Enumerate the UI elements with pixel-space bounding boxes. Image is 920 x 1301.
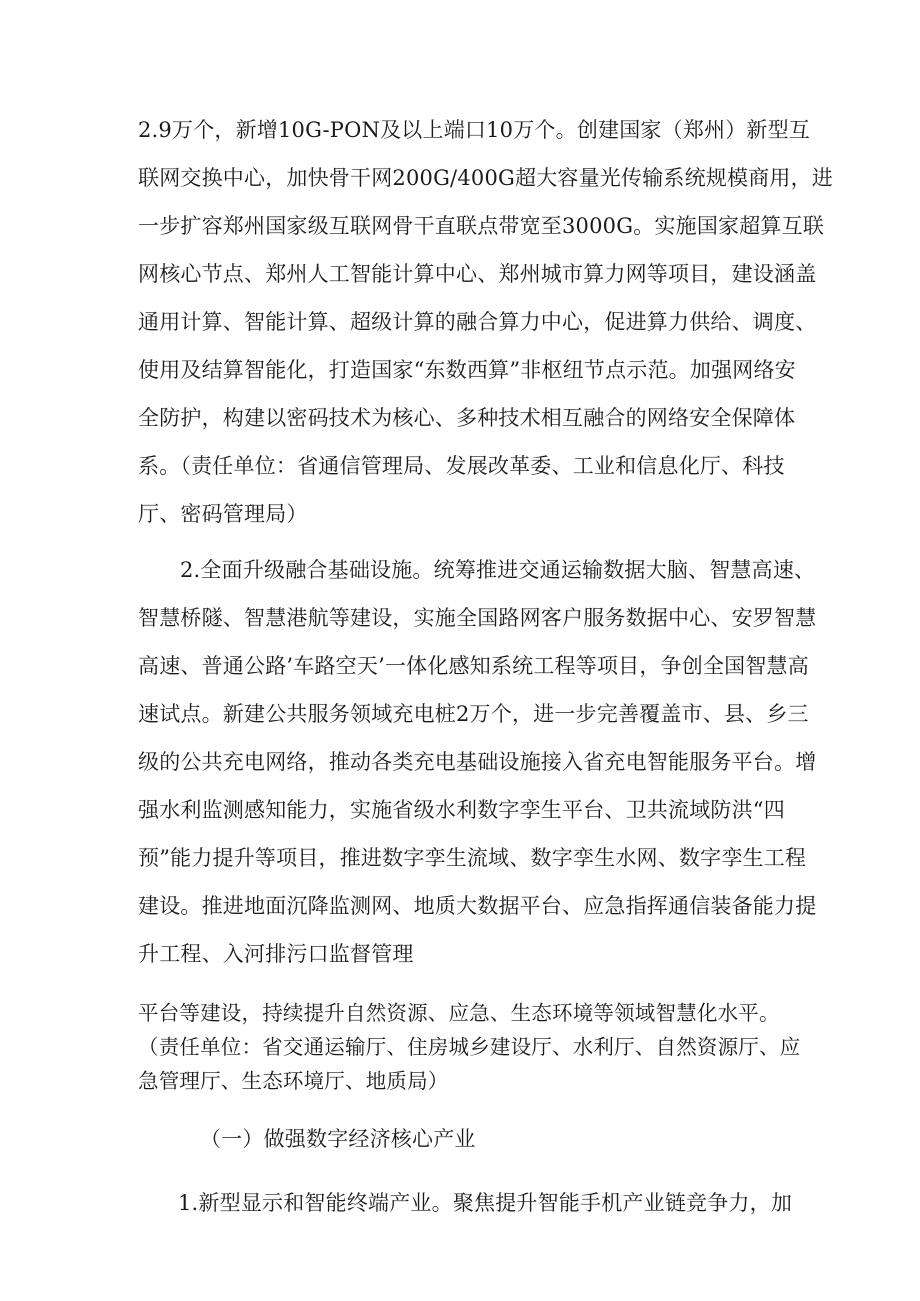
body-text-line: 高速、普通公路’车路空天’一体化感知系统工程等项目，争创全国智慧高 [138,654,809,678]
section-heading: （一）做强数字经济核心产业 [200,1127,476,1151]
body-text-line: 升工程、入河排污口监督管理 [138,942,414,966]
body-text-line: （责任单位：省交通运输厅、住房城乡建设厅、水利厅、自然资源厅、应 [138,1035,801,1059]
body-text-line: 建设。推进地面沉降监测网、地质大数据平台、应急指挥通信装备能力提 [138,894,817,918]
body-text-line: 通用计算、智能计算、超级计算的融合算力中心，促进算力供给、调度、 [138,310,817,334]
body-text-line: 预”能力提升等项目，推进数字孪生流域、数字孪生水网、数字孪生工程 [138,846,807,870]
body-text-line: 使用及结算智能化，打造国家“东数西算”非枢纽节点示范。加强网络安 [138,358,796,382]
body-text-line: 平台等建设，持续提升自然资源、应急、生态环境等领域智慧化水平。 [138,1001,780,1025]
paragraph-heading-2: 2.全面升级融合基础设施。统筹推进交通运输数据大脑、智慧高速、 [180,558,816,582]
paragraph-heading-1: 1.新型显示和智能终端产业。聚焦提升智能手机产业链竞争力，加 [178,1191,793,1215]
body-text-line: 2.9万个，新增10G-PON及以上端口10万个。创建国家（郑州）新型互 [138,118,811,142]
body-text-line: 急管理厅、生态环境厅、地质局） [138,1069,449,1093]
body-text-line: 系。（责任单位：省通信管理局、发展改革委、工业和信息化厅、科技 [138,454,785,478]
body-text-line: 强水利监测感知能力，实施省级水利数字孪生平台、卫共流域防洪“四 [138,798,785,822]
body-text-line: 智慧桥隧、智慧港航等建设，实施全国路网客户服务数据中心、安罗智慧 [138,606,817,630]
body-text-line: 全防护，构建以密码技术为核心、多种技术相互融合的网络安全保障体 [138,406,796,430]
body-text-line: 厅、密码管理局） [138,502,308,526]
body-text-line: 级的公共充电网络，推动各类充电基础设施接入省充电智能服务平台。增 [138,750,817,774]
body-text-line: 速试点。新建公共服务领域充电桩2万个，进一步完善覆盖市、县、乡三 [138,702,809,726]
body-text-line: 联网交换中心，加快骨干网200G/400G超大容量光传输系统规模商用，进 [138,166,833,190]
body-text-line: 一步扩容郑州国家级互联网骨干直联点带宽至3000G。实施国家超算互联 [138,214,825,238]
body-text-line: 网核心节点、郑州人工智能计算中心、郑州城市算力网等项目，建设涵盖 [138,262,817,286]
